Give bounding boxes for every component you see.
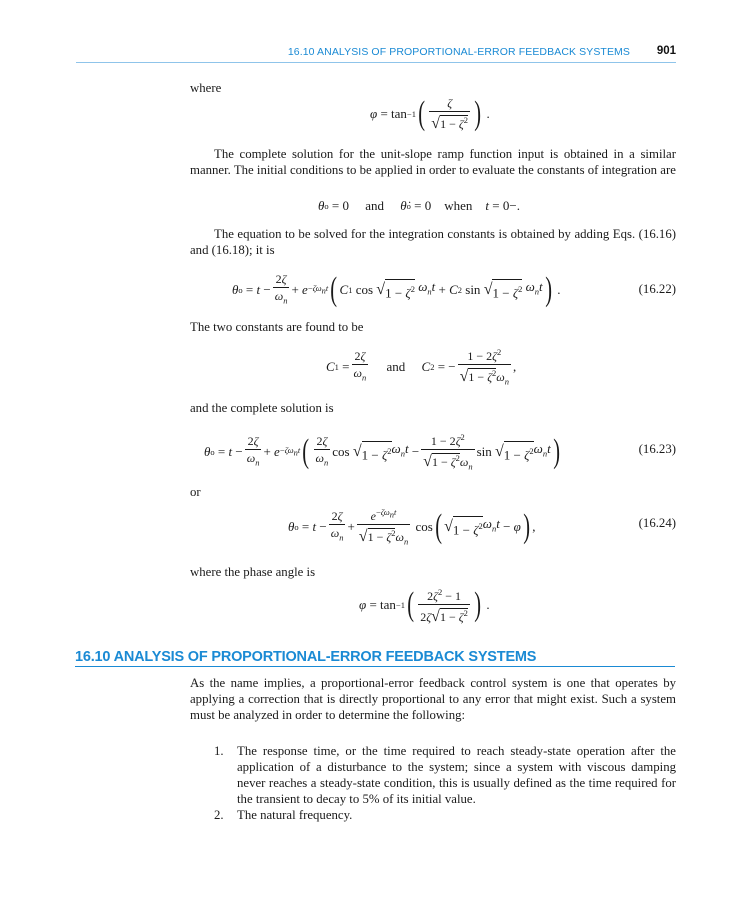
list-item [190, 743, 676, 807]
section-intro-paragraph: As the name implies, a proportional-error feedback control system is one that operates by applying a correction that is directly proportional to any error that might exist. Such a system must be analyzed in order to determine the following: [190, 676, 676, 722]
constants-and-word: and [386, 358, 406, 374]
list-item-text: The natural frequency. [237, 808, 353, 822]
equation-phi-1: φ = tan −1 ( $\frac{\zeta}{√1 - \zeta^2}$ ) . [370, 94, 490, 132]
equation-number-16-24: (16.24) [638, 516, 676, 530]
list-item-number: 1. [214, 744, 224, 758]
equation-initial-conditions: θ o = 0 and θ̇ o = 0 when t = 0−. [318, 198, 520, 213]
equation-phi-2: φ = tan −1 ( $\frac{2\zeta^2 - 1}{2\zeta√1 - \zeta^2}$ ) . [359, 585, 490, 625]
equation-16-22: θ o = t − $\frac{2\zeta}{\omega_n}$ + e $-\zeta\omega_nt$ ( C 1 cos √ $1 - \zeta^2$ $\omega_nt$ + C 2 sin √ $1 - \zeta^2$ $\omega_nt$ ) . [232, 270, 561, 308]
equation-16-24: θ o = t − $\frac{2\zeta}{\omega_n}$ + $\frac{e^{-\zeta\omega_nt}}{√1 - \zeta^2\omega_n}$ cos ( √ $1 - \zeta^2$ $\omega_nt$ − φ ) , [288, 507, 536, 547]
running-head: 16.10 ANALYSIS OF PROPORTIONAL-ERROR FEEDBACK SYSTEMS [287, 46, 630, 58]
text-two-constants: The two constants are found to be [190, 320, 364, 334]
text-where: where [190, 81, 222, 95]
text-or: or [190, 485, 201, 499]
equation-16-23: θ o = t − $\frac{2\zeta}{\omega_n}$ + e $-\zeta\omega_nt$ ( $\frac{2\zeta}{\omega_n}$ cos √ $1 - \zeta^2$ $\omega_nt$ − $\frac{1 - 2\zeta^2}{√1 - \zeta^2\omega_n}$ sin √ $1 - \zeta^2$ $\omega_nt$ ) [204, 432, 560, 472]
paragraph-equation-to-be-solved: The equation to be solved for the integration constants is obtained by adding Eqs. (16.16) and (16.18); it is [190, 227, 676, 257]
ic-and-word: and [365, 198, 385, 213]
equation-number-16-23: (16.23) [638, 442, 676, 456]
section-rule [75, 666, 675, 667]
equation-constants: C 1 = $\frac{2\zeta}{\omega_n}$ and C 2 = − $\frac{1 - 2\zeta^2}{√1 - \zeta^2\omega_n}$ , [326, 347, 517, 387]
text-complete-solution: and the complete solution is [190, 401, 334, 415]
page-number: 901 [656, 45, 676, 57]
paragraph-complete-solution: The complete solution for the unit-slope ramp function input is obtained in a similar manner. The initial conditions to be applied in order to evaluate the constants of integration are [190, 147, 676, 177]
page-header [190, 44, 676, 64]
section-heading [75, 648, 675, 668]
equation-number-16-22: (16.22) [638, 282, 676, 296]
section-title: 16.10 ANALYSIS OF PROPORTIONAL-ERROR FEEDBACK SYSTEMS [75, 649, 537, 665]
text-phase-angle: where the phase angle is [190, 565, 316, 579]
header-rule [76, 62, 676, 63]
list-item-text: The response time, or the time required to reach steady-state operation after the application of a disturbance to the system; since a system with viscous damping never reaches a steady-state condition, this is usually defined as the time required for the transient to decay to 5% of its initial value. [237, 744, 676, 806]
numbered-list [190, 743, 676, 823]
list-item [190, 807, 676, 823]
list-item-number: 2. [214, 808, 224, 822]
ic-when-word: when [444, 198, 473, 213]
